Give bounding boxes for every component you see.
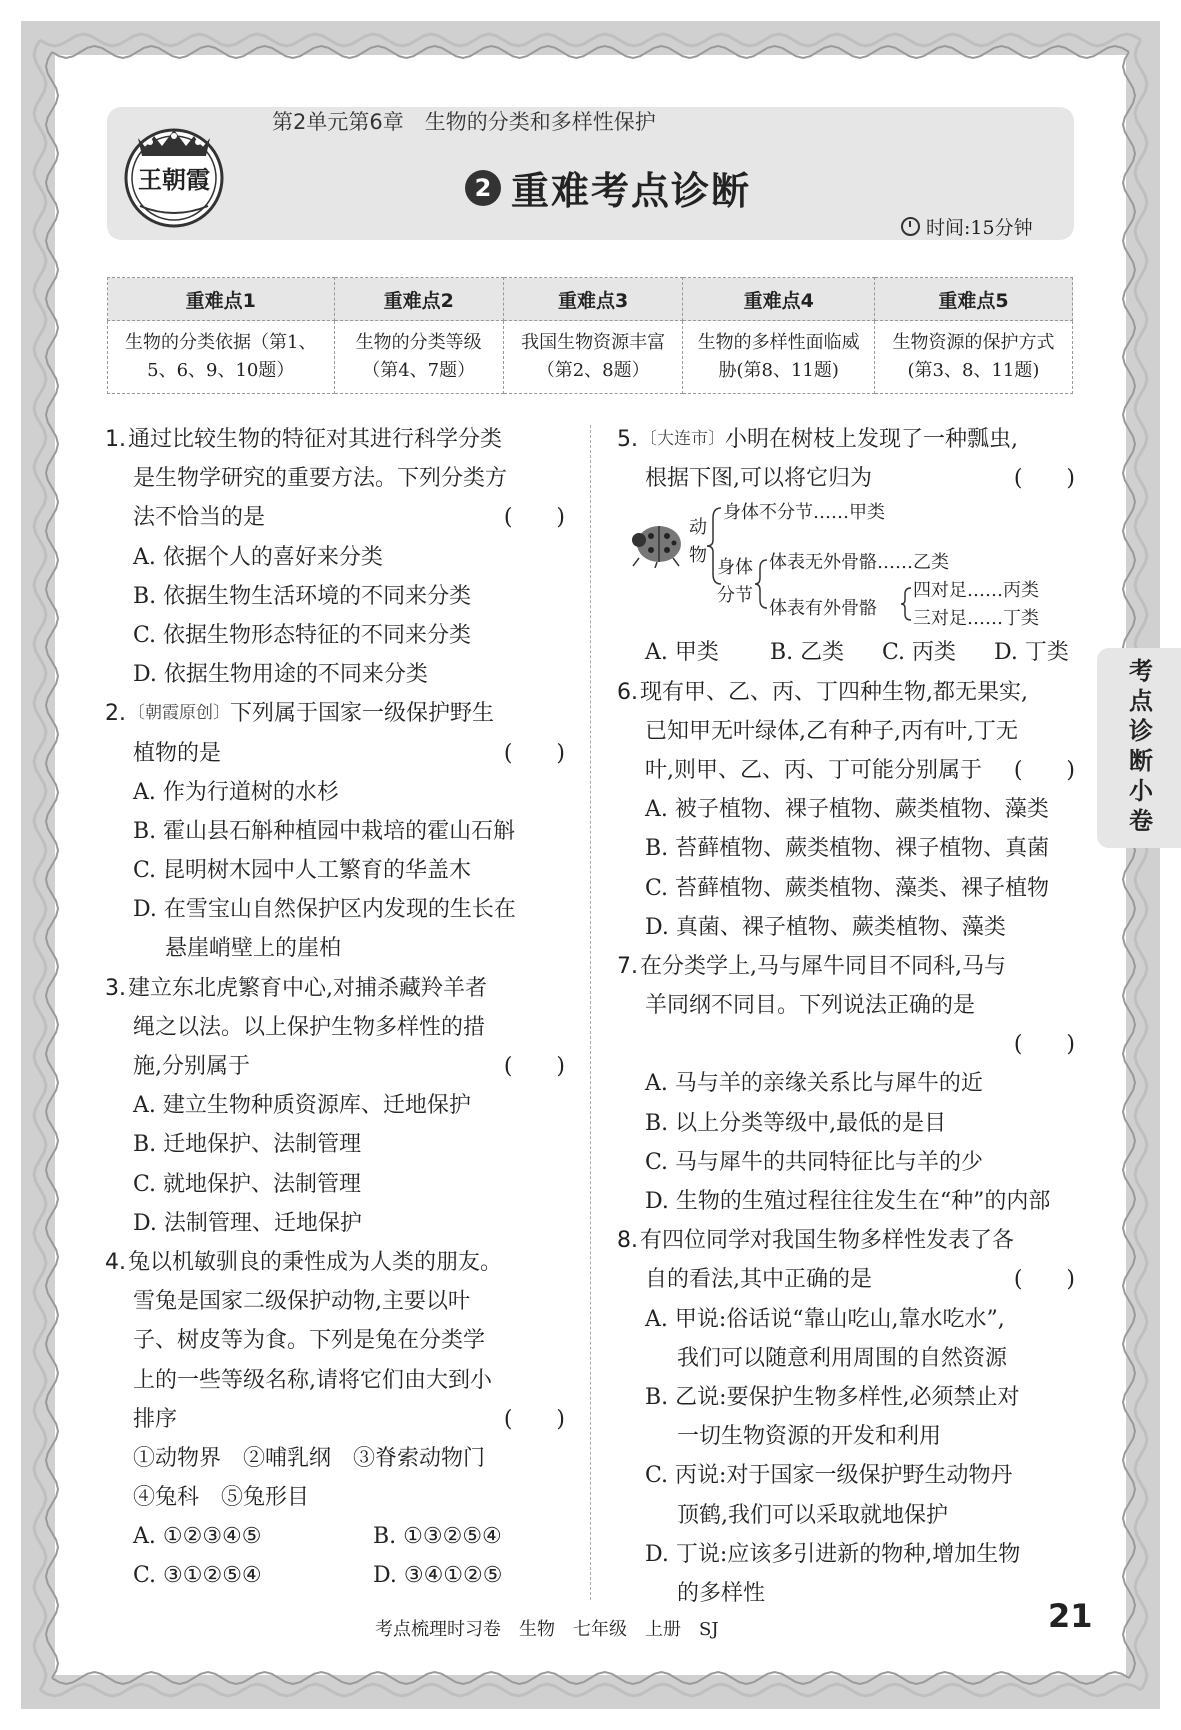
option[interactable]: B. 迁地保护、法制管理 <box>133 1132 362 1158</box>
option[interactable]: C. 丙类 <box>882 640 957 666</box>
column-divider <box>590 425 591 1600</box>
question-number: 7. <box>617 953 638 979</box>
question-3 <box>105 969 565 1243</box>
question-number: 3. <box>105 975 126 1001</box>
option[interactable]: D. 生物的生殖过程往往发生在“种”的内部 <box>645 1189 1051 1214</box>
question-stem: 是生物学研究的重要方法。下列分类方 <box>133 466 508 492</box>
side-tab-label: 考点诊断小卷 <box>1124 658 1153 838</box>
section-title <box>465 160 751 215</box>
answer-bracket[interactable]: ( ) <box>503 1406 565 1432</box>
question-5 <box>617 420 1075 673</box>
question-number: 1. <box>105 427 126 452</box>
option[interactable]: D. 依据生物用途的不同来分类 <box>133 662 428 688</box>
key-point-head: 重难点5 <box>874 278 1072 321</box>
time-limit <box>901 213 1033 240</box>
question-8 <box>617 1221 1075 1613</box>
option[interactable]: B. ①③②⑤④ <box>373 1524 502 1550</box>
answer-bracket[interactable]: ( ) <box>503 1054 565 1079</box>
option[interactable]: C. 丙说:对于国家一级保护野生动物丹 <box>645 1463 1013 1489</box>
question-number: 6. <box>617 679 638 705</box>
answer-bracket[interactable]: ( ) <box>1013 1267 1075 1293</box>
option[interactable]: B. 苔藓植物、蕨类植物、裸子植物、真菌 <box>645 836 1050 862</box>
option-continuation: 一切生物资源的开发和利用 <box>677 1424 942 1450</box>
page-number: 21 <box>1048 1597 1093 1635</box>
question-stem: 羊同纲不同目。下列说法正确的是 <box>645 993 976 1019</box>
right-column <box>617 420 1075 1613</box>
question-stem: 雪兔是国家二级保护动物,主要以叶 <box>133 1289 470 1315</box>
question-stem: 法不恰当的是 <box>133 505 266 531</box>
option[interactable]: A. 马与羊的亲缘关系比与犀牛的近 <box>645 1071 983 1097</box>
question-stem: 自的看法,其中正确的是 <box>645 1267 872 1293</box>
question-stem: 已知甲无叶绿体,乙有种子,丙有叶,丁无 <box>645 718 1018 744</box>
option[interactable]: A. 依据个人的喜好来分类 <box>133 544 383 570</box>
rank-items: ④兔科 ⑤兔形目 <box>133 1485 310 1511</box>
key-point-body: 生物的分类依据（第1、5、6、9、10题） <box>108 321 335 394</box>
option[interactable]: C. ③①②⑤④ <box>133 1563 262 1589</box>
question-2 <box>105 694 565 968</box>
option[interactable]: B. 霍山县石斛种植园中栽培的霍山石斛 <box>133 818 516 844</box>
option[interactable]: B. 依据生物生活环境的不同来分类 <box>133 583 472 609</box>
option[interactable]: B. 乙类 <box>770 640 845 666</box>
question-source: 〔朝霞原创〕 <box>128 703 230 724</box>
question-stem: 小明在树枝上发现了一种瓢虫, <box>725 427 1018 452</box>
answer-bracket[interactable]: ( ) <box>1013 1032 1075 1058</box>
question-7 <box>617 947 1075 1221</box>
key-point-body: 我国生物资源丰富（第2、8题） <box>503 321 683 394</box>
option[interactable]: D. 在雪宝山自然保护区内发现的生长在 <box>133 897 516 923</box>
diagram-node: 体表无外骨骼……乙类 <box>769 552 949 574</box>
option-continuation: 我们可以随意利用周围的自然资源 <box>677 1345 1008 1371</box>
question-6 <box>617 673 1075 947</box>
question-stem: 叶,则甲、乙、丙、丁可能分别属于 <box>645 757 982 783</box>
option[interactable]: A. 作为行道树的水杉 <box>133 779 339 805</box>
diagram-node: 身体分节 <box>717 557 753 607</box>
diagram-root: 动物 <box>689 517 707 567</box>
question-number: 2. <box>105 701 126 727</box>
answer-bracket[interactable]: ( ) <box>1013 466 1075 492</box>
question-stem: 排序 <box>133 1406 178 1432</box>
question-number: 5. <box>617 427 638 452</box>
diagram-node: 三对足……丁类 <box>913 608 1039 630</box>
option-continuation: 顶鹤,我们可以采取就地保护 <box>677 1502 948 1528</box>
option[interactable]: C. 昆明树木园中人工繁育的华盖木 <box>133 858 472 884</box>
option-continuation: 的多样性 <box>677 1580 766 1606</box>
side-tab <box>1097 648 1181 848</box>
question-stem: 根据下图,可以将它归为 <box>645 466 872 492</box>
option[interactable]: B. 以上分类等级中,最低的是目 <box>645 1110 947 1136</box>
footer-text: 考点梳理时习卷 生物 七年级 上册 SJ <box>375 1619 719 1640</box>
section-number-badge: 2 <box>465 170 501 206</box>
key-point-body: 生物的分类等级（第4、7题） <box>334 321 503 394</box>
option[interactable]: A. 甲说:俗话说“靠山吃山,靠水吃水”, <box>645 1306 1005 1332</box>
section-title-text: 重难考点诊断 <box>511 169 752 213</box>
unit-chapter-line: 第2单元第6章 生物的分类和多样性保护 <box>272 110 656 134</box>
question-stem: 建立东北虎繁育中心,对捕杀藏羚羊者 <box>128 975 487 1001</box>
diagram-node: 四对足……丙类 <box>913 580 1039 602</box>
answer-bracket[interactable]: ( ) <box>1013 757 1075 783</box>
key-points-table <box>107 277 1073 394</box>
option[interactable]: B. 乙说:要保护生物多样性,必须禁止对 <box>645 1384 1020 1410</box>
question-stem: 通过比较生物的特征对其进行科学分类 <box>128 427 503 452</box>
diagram-node: 身体不分节……甲类 <box>723 502 885 524</box>
option[interactable]: A. 建立生物种质资源库、迁地保护 <box>133 1093 471 1119</box>
classification-diagram <box>617 498 1075 633</box>
key-point-body: 生物的多样性面临威胁(第8、11题) <box>683 321 874 394</box>
left-column <box>105 420 565 1596</box>
question-stem: 兔以机敏驯良的秉性成为人类的朋友。 <box>128 1249 503 1275</box>
option[interactable]: D. 丁说:应该多引进新的物种,增加生物 <box>645 1541 1021 1567</box>
option[interactable]: C. 苔藓植物、蕨类植物、藻类、裸子植物 <box>645 875 1050 901</box>
question-stem: 绳之以法。以上保护生物多样性的措 <box>133 1014 486 1040</box>
option[interactable]: A. 甲类 <box>645 640 719 666</box>
question-number: 4. <box>105 1249 126 1275</box>
option[interactable]: D. ③④①②⑤ <box>373 1563 503 1589</box>
brand-logo <box>118 118 230 230</box>
key-point-head: 重难点4 <box>683 278 874 321</box>
question-stem: 在分类学上,马与犀牛同目不同科,马与 <box>640 953 1006 979</box>
key-point-body: 生物资源的保护方式(第3、8、11题) <box>874 321 1072 394</box>
question-stem: 子、树皮等为食。下列是兔在分类学 <box>133 1328 486 1354</box>
question-4 <box>105 1243 565 1596</box>
question-stem: 有四位同学对我国生物多样性发表了各 <box>640 1228 1015 1254</box>
option[interactable]: C. 依据生物形态特征的不同来分类 <box>133 622 472 648</box>
answer-bracket[interactable]: ( ) <box>503 505 565 531</box>
key-point-head: 重难点2 <box>334 278 503 321</box>
question-stem: 上的一些等级名称,请将它们由大到小 <box>133 1367 492 1393</box>
question-1 <box>105 420 565 694</box>
option[interactable]: D. 真菌、裸子植物、蕨类植物、藻类 <box>645 914 1006 940</box>
option[interactable]: C. 就地保护、法制管理 <box>133 1171 362 1197</box>
question-stem: 下列属于国家一级保护野生 <box>230 701 495 727</box>
question-stem: 植物的是 <box>133 740 222 766</box>
answer-bracket[interactable]: ( ) <box>503 740 565 766</box>
clock-icon <box>901 217 920 236</box>
option[interactable]: D. 法制管理、迁地保护 <box>133 1210 362 1236</box>
question-stem: 施,分别属于 <box>133 1054 250 1079</box>
option[interactable]: C. 马与犀牛的共同特征比与羊的少 <box>645 1149 984 1175</box>
question-number: 8. <box>617 1228 638 1254</box>
question-stem: 现有甲、乙、丙、丁四种生物,都无果实, <box>640 679 1028 705</box>
question-source: 〔大连市〕 <box>640 429 725 449</box>
option[interactable]: A. 被子植物、裸子植物、蕨类植物、藻类 <box>645 797 1049 823</box>
time-label: 时间:15分钟 <box>926 217 1033 239</box>
rank-items: ①动物界 ②哺乳纲 ③脊索动物门 <box>133 1445 486 1471</box>
option-continuation: 悬崖峭壁上的崖柏 <box>165 936 342 962</box>
option[interactable]: A. ①②③④⑤ <box>133 1524 262 1550</box>
diagram-node: 体表有外骨骼 <box>769 598 877 620</box>
option[interactable]: D. 丁类 <box>994 640 1069 666</box>
logo-text: 王朝霞 <box>138 165 210 194</box>
key-point-head: 重难点1 <box>108 278 335 321</box>
key-point-head: 重难点3 <box>503 278 683 321</box>
